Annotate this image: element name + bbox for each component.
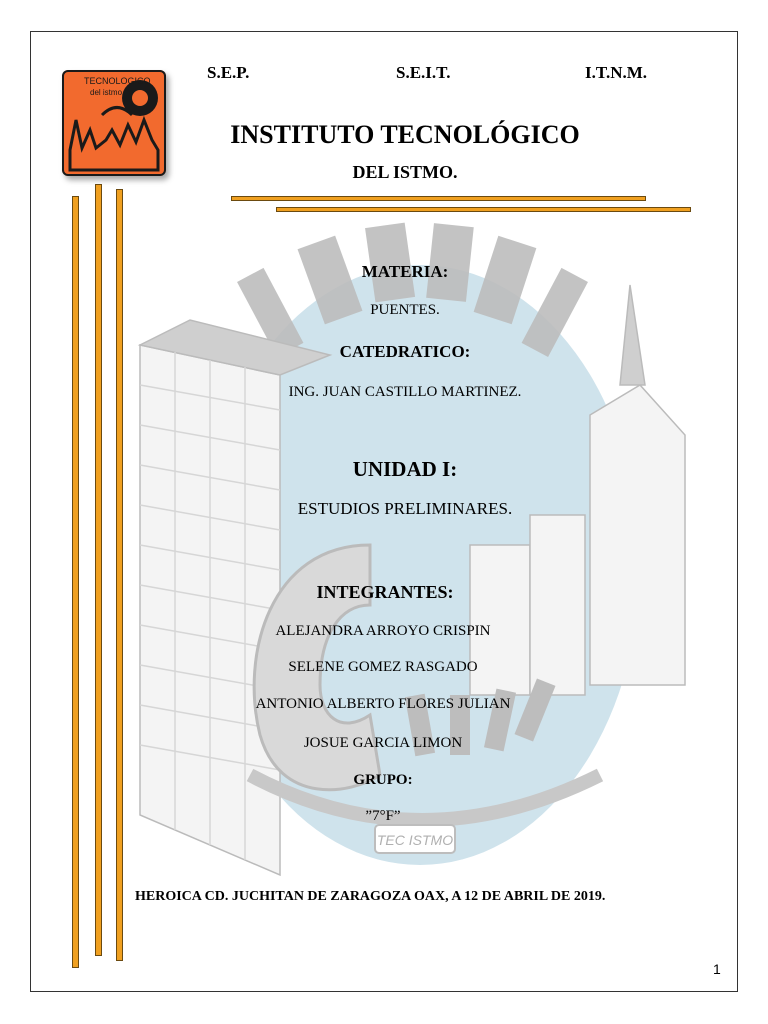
materia-value: PUENTES.: [370, 302, 440, 318]
unidad-label: UNIDAD I:: [352, 457, 458, 481]
grupo-value: ”7°F”: [365, 808, 401, 824]
vertical-bar-left: [72, 196, 79, 968]
grupo-label: GRUPO:: [353, 772, 413, 788]
member-1: ALEJANDRA ARROYO CRISPIN: [275, 623, 491, 639]
location-date: HEROICA CD. JUCHITAN DE ZARAGOZA OAX, A 12 DE ABRIL DE 2019.: [135, 889, 606, 904]
watermark-badge-text: TEC ISTMO: [376, 832, 454, 848]
member-3: ANTONIO ALBERTO FLORES JULIAN: [255, 696, 511, 712]
vertical-bar-right: [116, 189, 123, 961]
catedratico-label: CATEDRATICO:: [339, 342, 471, 361]
horizontal-bar-bottom: [276, 207, 691, 212]
vertical-bar-middle: [95, 184, 102, 956]
catedratico-value: ING. JUAN CASTILLO MARTINEZ.: [288, 384, 522, 400]
tecnologico-logo: [62, 70, 166, 176]
page-subtitle: DEL ISTMO.: [352, 162, 458, 182]
page-title: INSTITUTO TECNOLÓGICO: [230, 120, 580, 149]
header-itnm: I.T.N.M.: [585, 63, 648, 82]
member-2: SELENE GOMEZ RASGADO: [288, 659, 478, 675]
member-4: JOSUE GARCIA LIMON: [303, 735, 463, 751]
materia-label: MATERIA:: [361, 262, 449, 281]
page-number: 1: [713, 961, 721, 977]
integrantes-label: INTEGRANTES:: [316, 582, 454, 602]
header-sep: S.E.P.: [207, 63, 250, 82]
horizontal-bar-top: [231, 196, 646, 201]
header-seit: S.E.I.T.: [396, 63, 451, 82]
unidad-value: ESTUDIOS PRELIMINARES.: [297, 499, 513, 518]
svg-text:del istmo: del istmo: [90, 88, 123, 97]
svg-text:TECNOLOGICO: TECNOLOGICO: [84, 76, 151, 86]
